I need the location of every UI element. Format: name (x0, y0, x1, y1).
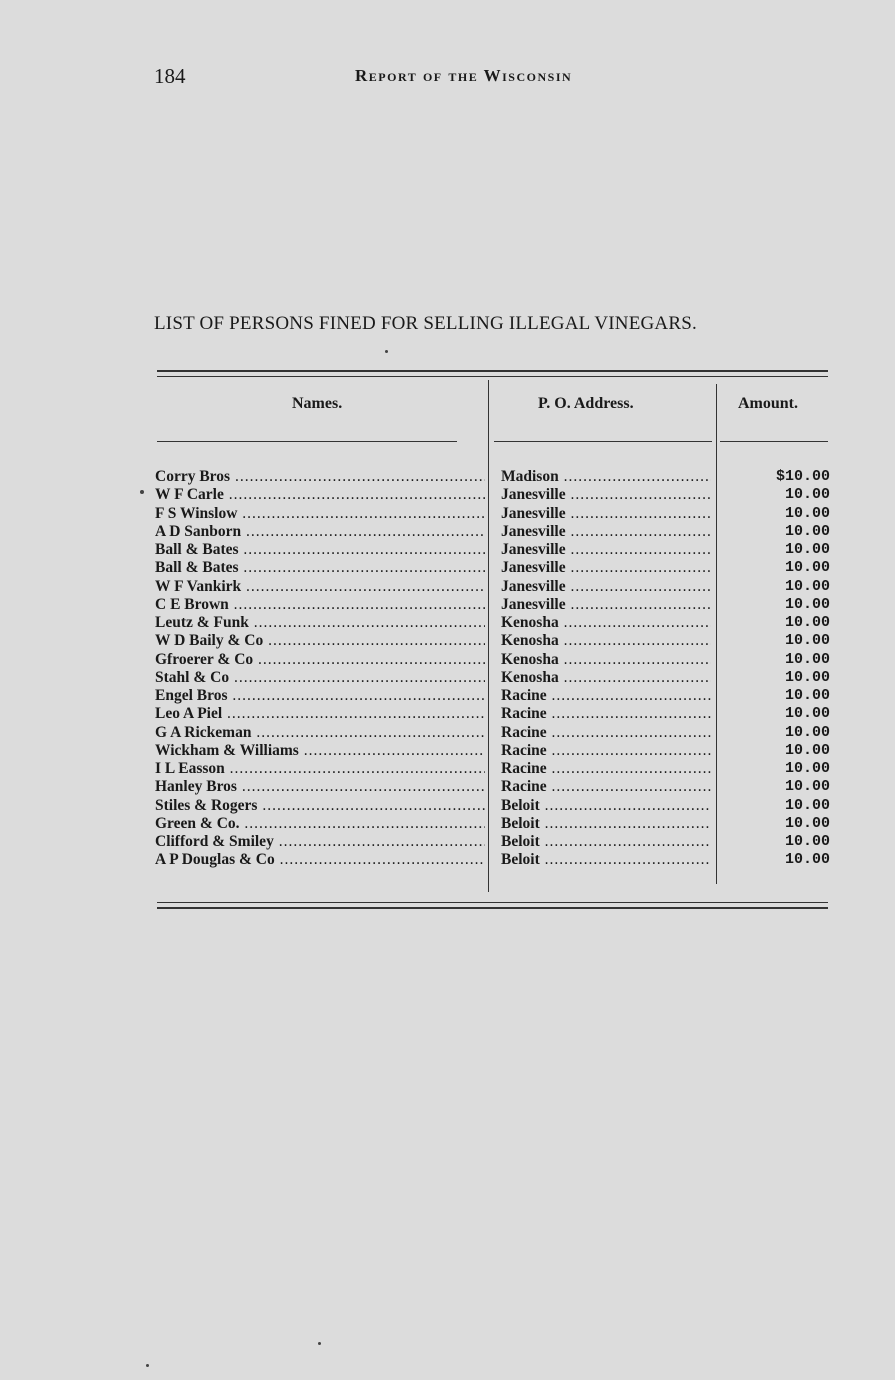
row-amount: 10.00 (784, 522, 830, 540)
table-row (0, 669, 895, 687)
table-top-rule (157, 370, 828, 372)
row-amount: 10.00 (784, 504, 830, 522)
table-row (0, 760, 895, 778)
row-name: W F Vankirk ..... (155, 578, 485, 596)
row-amount: 10.00 (784, 595, 830, 613)
row-name: Clifford & Smiley ..... (155, 833, 485, 851)
row-amount: 10.00 (784, 614, 830, 631)
row-amount: 10.00 (784, 833, 830, 850)
row-amount: 10.00 (784, 541, 830, 558)
row-name: A P Douglas & Co ..... (155, 851, 485, 869)
table-row (0, 614, 895, 632)
table-row (0, 851, 895, 869)
row-name: Gfroerer & Co ..... (155, 651, 485, 669)
table-row (0, 651, 895, 669)
row-address: Janesville ..... (501, 596, 711, 614)
row-name: Stiles & Rogers ..... (155, 797, 485, 815)
table-row (0, 559, 895, 577)
row-address: Beloit ..... (501, 833, 711, 851)
row-address: Kenosha ..... (501, 614, 711, 632)
row-address: Racine ..... (501, 724, 711, 742)
row-amount: 10.00 (784, 687, 830, 704)
row-amount: 10.00 (784, 760, 830, 777)
row-name: W D Baily & Co ..... (155, 632, 485, 650)
table-row (0, 596, 895, 614)
ink-speck (385, 350, 388, 353)
row-amount: 10.00 (784, 796, 830, 814)
row-address: Kenosha ..... (501, 651, 711, 669)
table-row (0, 578, 895, 596)
table-bottom-rule (157, 907, 828, 909)
table-row (0, 505, 895, 523)
row-address: Janesville ..... (501, 486, 711, 504)
row-amount: 10.00 (784, 705, 830, 723)
table-row (0, 815, 895, 833)
row-address: Madison ..... (501, 468, 711, 486)
column-header-address: P. O. Address. (538, 395, 634, 412)
header-rule-address (494, 441, 712, 442)
page-number: 184 (154, 64, 186, 88)
row-amount: 10.00 (784, 486, 830, 504)
table-row (0, 541, 895, 559)
row-amount: 10.00 (784, 650, 830, 668)
table-row (0, 724, 895, 742)
ink-speck (146, 1364, 149, 1367)
fines-table-body (0, 468, 895, 870)
column-header-names: Names. (292, 395, 343, 412)
table-row (0, 705, 895, 723)
row-amount: $10.00 (775, 468, 830, 485)
table-row (0, 486, 895, 504)
row-name: A D Sanborn ..... (155, 523, 485, 541)
row-name: Leutz & Funk ..... (155, 614, 485, 632)
row-address: Racine ..... (501, 705, 711, 723)
running-head (0, 64, 895, 94)
row-address: Janesville ..... (501, 541, 711, 559)
column-header-amount: Amount. (738, 395, 799, 412)
table-title: LIST OF PERSONS FINED FOR SELLING ILLEGAL VINEGARS. (154, 313, 697, 334)
table-row (0, 468, 895, 486)
row-address: Janesville ..... (501, 578, 711, 596)
row-address: Janesville ..... (501, 559, 711, 577)
row-address: Janesville ..... (501, 523, 711, 541)
row-address: Racine ..... (501, 760, 711, 778)
row-address: Kenosha ..... (501, 669, 711, 687)
row-name: Ball & Bates ..... (155, 559, 485, 577)
header-rule-amount (720, 441, 828, 442)
row-name: G A Rickeman ..... (155, 724, 485, 742)
row-name: Hanley Bros ..... (155, 778, 485, 796)
row-name: Leo A Piel ..... (155, 705, 485, 723)
row-amount: 10.00 (784, 851, 830, 869)
row-address: Kenosha ..... (501, 632, 711, 650)
row-amount: 10.00 (784, 778, 830, 796)
row-address: Racine ..... (501, 687, 711, 705)
header-rule-names (157, 441, 457, 442)
table-bottom-rule-inner (157, 902, 828, 903)
row-name: Stahl & Co ..... (155, 669, 485, 687)
row-name: Corry Bros ..... (155, 468, 485, 486)
table-row (0, 632, 895, 650)
row-amount: 10.00 (784, 559, 830, 577)
row-amount: 10.00 (784, 577, 830, 595)
table-row (0, 833, 895, 851)
table-top-rule-inner (157, 376, 828, 377)
row-address: Racine ..... (501, 742, 711, 760)
row-address: Beloit ..... (501, 797, 711, 815)
row-amount: 10.00 (784, 668, 830, 686)
table-row (0, 778, 895, 796)
row-address: Racine ..... (501, 778, 711, 796)
table-row (0, 687, 895, 705)
row-name: Green & Co. ..... (155, 815, 485, 833)
running-head-title: Report of the Wisconsin (355, 66, 573, 85)
row-name: Ball & Bates ..... (155, 541, 485, 559)
row-amount: 10.00 (784, 814, 830, 832)
row-name: Wickham & Williams ..... (155, 742, 485, 760)
ink-speck (140, 490, 144, 494)
row-address: Janesville ..... (501, 505, 711, 523)
row-name: C E Brown ..... (155, 596, 485, 614)
row-amount: 10.00 (784, 632, 830, 650)
table-row (0, 797, 895, 815)
row-address: Beloit ..... (501, 851, 711, 869)
row-amount: 10.00 (784, 741, 830, 759)
row-name: W F Carle ..... (155, 486, 485, 504)
row-name: F S Winslow ..... (155, 505, 485, 523)
table-row (0, 742, 895, 760)
ink-speck (318, 1342, 321, 1345)
row-amount: 10.00 (784, 723, 830, 741)
table-row (0, 523, 895, 541)
row-name: I L Easson ..... (155, 760, 485, 778)
row-address: Beloit ..... (501, 815, 711, 833)
row-name: Engel Bros ..... (155, 687, 485, 705)
